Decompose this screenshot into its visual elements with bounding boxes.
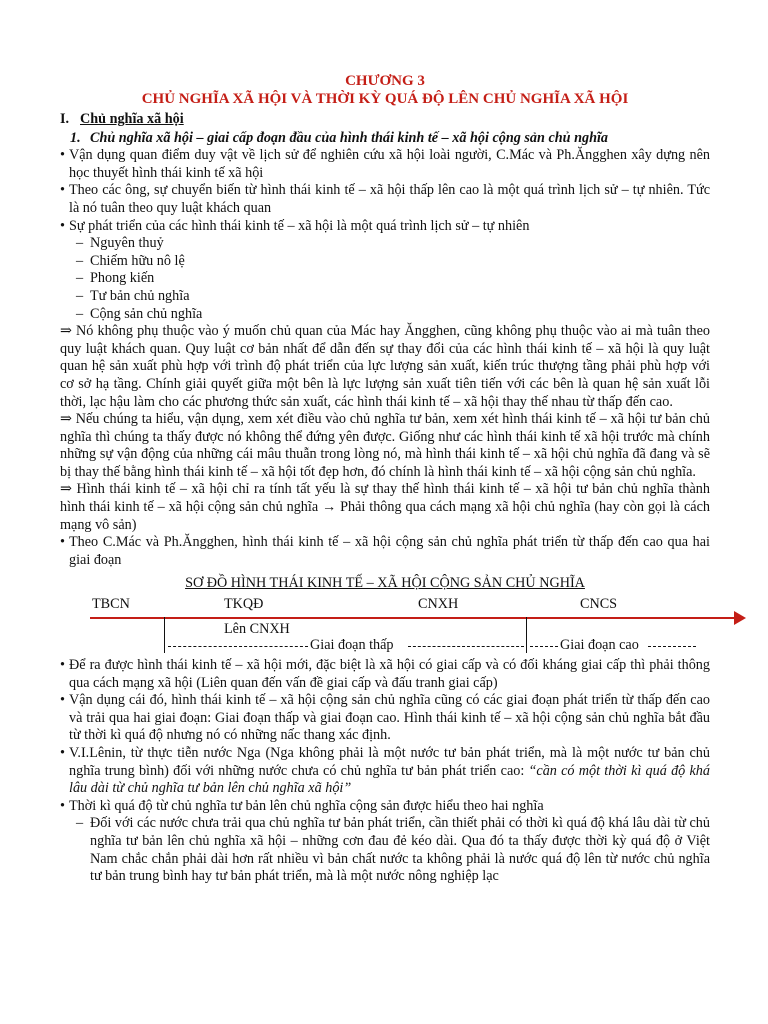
formation-item: – Phong kiến [60,270,710,288]
diagram-label-tkqd: TKQĐ [224,596,264,613]
formation-item: – Tư bản chủ nghĩa [60,288,710,306]
section-title: Chủ nghĩa xã hội [80,111,184,127]
formation-item: – Chiếm hữu nô lệ [60,253,710,271]
paragraph-bullet-7 [60,745,710,798]
paragraph-bullet-6: • Vận dụng cái đó, hình thái kinh tế – xã hội cộng sản chủ nghĩa cũng có các giai đoạn phát triển từ thấp đến cao và trải qua hai giai đoạn: Giai đoạn thấp và giai đoạn cao. Hình thái kinh tế – xã hội cộng sản chủ nghĩa bắt đầu từ thời kì quá độ nhưng nó có những nấc thang xác định. [60,692,710,745]
paragraph-bullet-1: • Vận dụng quan điểm duy vật về lịch sử để nghiên cứu xã hội loài người, C.Mác và Ph.Ăngghen xây dựng nên học thuyết hình thái kinh tế xã hội [60,147,710,182]
diagram-divider [164,617,165,653]
paragraph-bullet-5: • Để ra được hình thái kinh tế – xã hội mới, đặc biệt là xã hội có giai cấp và có đối kháng giai cấp thì phải thông qua cách mạng xã hội (Liên quan đến vấn đề giai cấp và đấu tranh giai cấp) [60,657,710,692]
diagram-arrowhead [734,611,746,625]
diagram-dashed-line [168,646,308,647]
diagram-title: SƠ ĐỒ HÌNH THÁI KINH TẾ – XÃ HỘI CỘNG SẢN CHỦ NGHĨA [185,575,585,592]
section-number: I. [60,111,70,127]
diagram-label-cncs: CNCS [580,596,618,613]
subsection-title: Chủ nghĩa xã hội – giai cấp đoạn đầu của hình thái kinh tế – xã hội cộng sản chủ nghĩa [90,129,608,146]
diagram-axis [90,617,740,619]
diagram-label-giai-doan-thap: Giai đoạn thấp [310,637,394,654]
formation-item: – Nguyên thuỷ [60,235,710,253]
chapter-label: CHƯƠNG 3 [345,73,425,89]
section-heading [60,111,710,129]
diagram-label-len-cnxh: Lên CNXH [224,621,290,638]
diagram-label-giai-doan-cao: Giai đoạn cao [560,637,639,654]
conclusion-paragraph-1: ⇒ Nó không phụ thuộc vào ý muốn chủ quan của Mác hay Ăngghen, cũng không phụ thuộc vào ai mà tuân theo quy luật khách quan. Quy luật cơ bản nhất để dẫn đến sự thay đổi của các hình thái kinh tế – xã hội là quy luật quan hệ sản xuất phù hợp với trình độ phát triển của lực lượng sản xuất, kiến trúc thượng tầng phải phù hợp với cơ sở hạ tầng. Chính giải quyết giữa một bên là lực lượng sản xuất tiên tiến với các bên là quan hệ sản xuất lỗi thời, lạc hậu làm cho các phương thức sản xuất, các hình thái kinh tế – xã hội thay thế nhau từ thấp đến cao. [60,323,710,410]
conclusion-paragraph-2: ⇒ Nếu chúng ta hiểu, vận dụng, xem xét điều vào chủ nghĩa tư bản, xem xét hình thái kinh tế – xã hội tư bản chủ nghĩa thì chúng ta thấy được nó không thể đứng yên được. Giống như các hình thái kinh tế xã hội trước mà chính những sự vận động của những cái mâu thuẫn trong lòng nó, mà hình thái kinh tế – xã hội chủ nghĩa đã đang và sẽ bị thay thế bằng hình thái kinh tế – xã hội tốt đẹp hơn, đó chính là hình thái kinh tế – xã hội cộng sản chủ nghĩa. [60,411,710,480]
chapter-title: CHỦ NGHĨA XÃ HỘI VÀ THỜI KỲ QUÁ ĐỘ LÊN CHỦ NGHĨA XÃ HỘI [141,91,629,107]
paragraph-bullet-8: • Thời kì quá độ từ chủ nghĩa tư bản lên chủ nghĩa cộng sản được hiểu theo hai nghĩa [60,798,710,816]
paragraph-bullet-4: • Theo C.Mác và Ph.Ăngghen, hình thái kinh tế – xã hội cộng sản chủ nghĩa phát triển từ thấp đến cao qua hai giai đoạn [60,534,710,569]
lenin-quote: “cần có một thời kì quá độ khá lâu dài từ chủ nghĩa tư bản lên chủ nghĩa xã hội” [69,762,710,797]
diagram-dashed-line [530,646,558,647]
diagram-label-tbcn: TBCN [92,596,130,613]
formation-diagram [60,595,710,653]
diagram-divider [526,617,527,653]
conclusion-paragraph-3: ⇒ Hình thái kinh tế – xã hội chỉ ra tính tất yếu là sự thay thế hình thái kinh tế – xã hội tư bản chủ nghĩa thành hình thái kinh tế – xã hội cộng sản chủ nghĩa → Phải thông qua cách mạng xã hội chủ nghĩa (hay còn gọi là cách mạng vô sản) [60,481,710,533]
subsection-heading [60,130,710,148]
formation-item: – Cộng sản chủ nghĩa [60,306,710,324]
paragraph-bullet-3: • Sự phát triển của các hình thái kinh tế – xã hội là một quá trình lịch sử – tự nhiên [60,218,710,236]
diagram-dashed-line [648,646,696,647]
diagram-label-cnxh: CNXH [418,596,459,613]
paragraph-bullet-2: • Theo các ông, sự chuyển biến từ hình thái kinh tế – xã hội thấp lên cao là một quá trình lịch sử – tự nhiên. Tức là nó tuân theo quy luật khách quan [60,182,710,217]
lenin-text: V.I.Lênin, từ thực tiễn nước Nga (Nga không phải là một nước tư bản phát triển, mà là một nước tư bản chủ nghĩa trung bình) đối với những nước chưa có chủ nghĩa tư bản phát triển cao: [69,745,710,779]
subsection-number: 1. [70,129,81,146]
transition-meaning-item: – Đối với các nước chưa trải qua chủ nghĩa tư bản phát triển, cần thiết phải có thời kì quá độ khá lâu dài từ chủ nghĩa tư bản lên chủ nghĩa xã hội – những cơn đau đẻ kéo dài. Qua đó ta thấy được thời kỳ quá độ ở Việt Nam chắc chắn phải dài hơn rất nhiều vì bản chất nước ta không phải là nước quá độ lên từ nước chủ nghĩa tư bản trung bình hay tư bản phát triển, mà là một nước nông nghiệp lạc [60,815,710,885]
diagram-dashed-line [408,646,524,647]
